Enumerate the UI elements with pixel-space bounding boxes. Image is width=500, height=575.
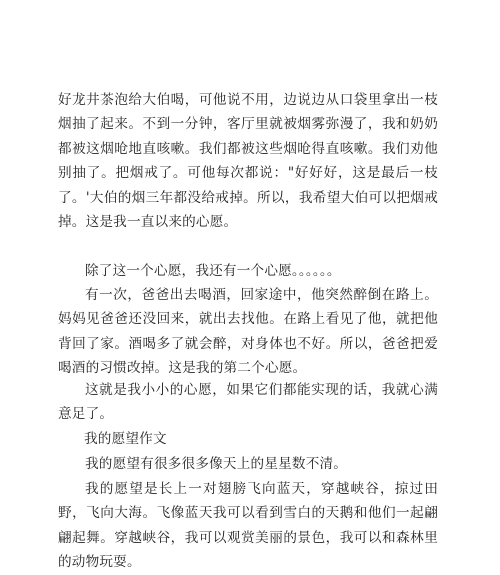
essay-heading: 我的愿望作文 — [84, 431, 167, 447]
paragraph-conclusion: 这就是我小小的心愿，如果它们都能实现的话，我就心满意足了。 — [58, 382, 438, 423]
paragraph-uncle-smoking: 好龙井茶泡给大伯喝，可他说不用，边说边从口袋里拿出一枝烟抽了起来。不到一分钟，客厅里就被烟雾弥漫了，我和奶奶都被这烟呛地直咳嗽。我们都被这些烟呛得直咳嗽。我们劝他别抽了。把烟戒了。可他每次都说："好好好，这是最后一枝了。'大伯的烟三年都没给戒掉。所以，我希望大伯可以把烟戒掉。这是我一直以来的心愿。 — [58, 92, 438, 231]
essay-paragraph-wings: 我的愿望是长上一对翅膀飞向蓝天，穿越峡谷，掠过田野，飞向大海。飞像蓝天我可以看到雪白的天鹅和他们一起翩翩起舞。穿越峡谷，我可以观赏美丽的景色，我可以和森林里的动物玩耍。 — [58, 481, 438, 571]
paragraph-father-drinking: 有一次，爸爸出去喝酒，回家途中，他突然醉倒在路上。妈妈见爸爸还没回来，就出去找他。在路上看见了他，就把他背回了家。酒喝多了就会醉，对身体也不好。所以，爸爸把爱喝酒的习惯改掉。这是我的第二个心愿。 — [58, 287, 438, 377]
essay-paragraph-intro: 我的愿望有很多很多像天上的星星数不清。 — [85, 456, 348, 472]
paragraph-another-wish: 除了这一个心愿，我还有一个心愿。。。。。。 — [85, 263, 341, 279]
